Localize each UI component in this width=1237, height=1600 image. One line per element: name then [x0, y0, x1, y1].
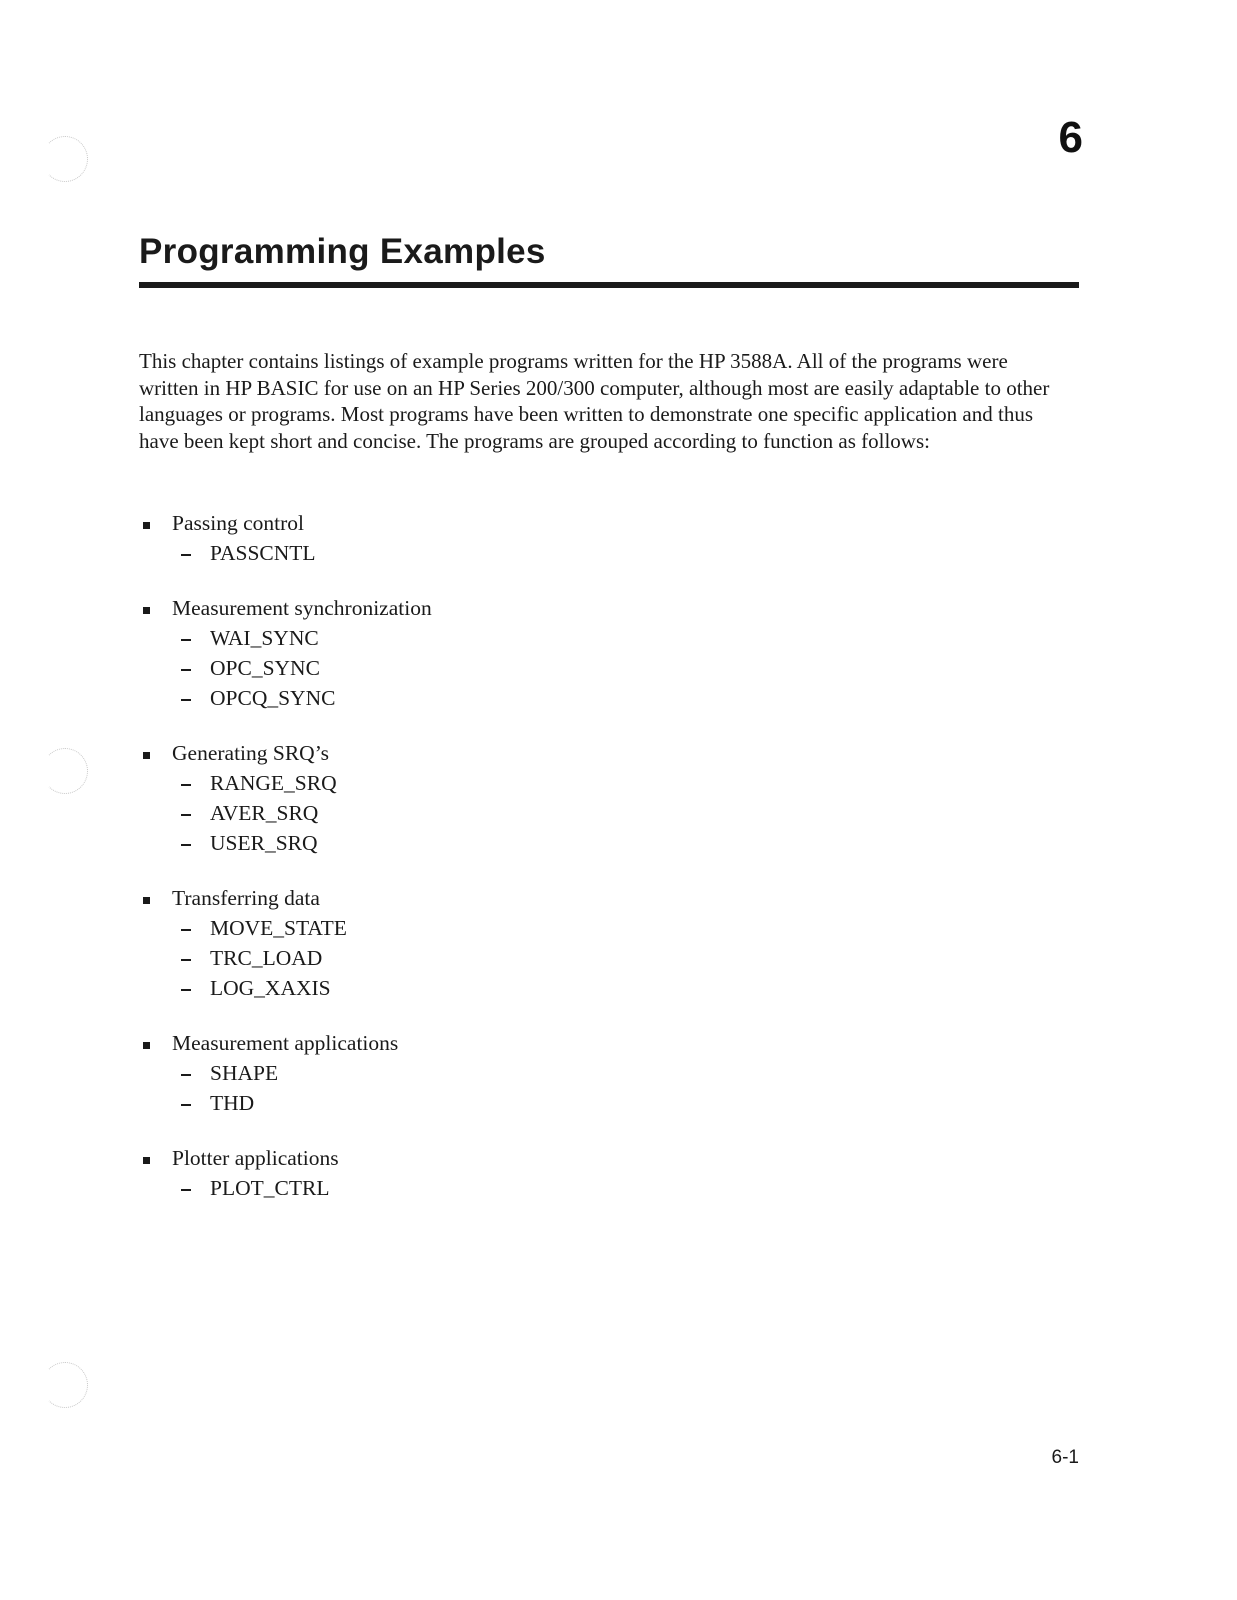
- square-bullet-icon: [143, 752, 150, 759]
- program-name: USER_SRQ: [210, 830, 318, 855]
- square-bullet-icon: [143, 1042, 150, 1049]
- dash-icon: [181, 929, 191, 931]
- group-measurement-synchronization: [143, 593, 843, 713]
- dash-icon: [181, 1104, 191, 1106]
- group-generating-srqs: [143, 738, 843, 858]
- group-passing-control: [143, 508, 843, 568]
- square-bullet-icon: [143, 1157, 150, 1164]
- program-name: LOG_XAXIS: [210, 975, 331, 1000]
- group-plotter-applications: [143, 1143, 843, 1203]
- page-number: 6-1: [1051, 1447, 1079, 1468]
- binder-hole-middle: [42, 748, 88, 794]
- group-transferring-data: [143, 883, 843, 1003]
- dash-icon: [181, 1189, 191, 1191]
- dash-icon: [181, 669, 191, 671]
- program-name: TRC_LOAD: [210, 945, 323, 970]
- square-bullet-icon: [143, 607, 150, 614]
- program-item: [181, 943, 843, 973]
- program-name: WAI_SYNC: [210, 625, 319, 650]
- title-rule: [139, 282, 1079, 288]
- program-item: [181, 683, 843, 713]
- program-item: [181, 1058, 843, 1088]
- program-item: [181, 973, 843, 1003]
- dash-icon: [181, 844, 191, 846]
- program-name: MOVE_STATE: [210, 915, 347, 940]
- group-measurement-applications: [143, 1028, 843, 1118]
- group-heading: [143, 738, 843, 768]
- program-name: RANGE_SRQ: [210, 770, 337, 795]
- dash-icon: [181, 959, 191, 961]
- dash-icon: [181, 989, 191, 991]
- dash-icon: [181, 554, 191, 556]
- dash-icon: [181, 784, 191, 786]
- program-item: [181, 768, 843, 798]
- group-label: Generating SRQ’s: [172, 740, 330, 765]
- group-label: Plotter applications: [172, 1145, 339, 1170]
- program-list: [143, 1058, 843, 1118]
- binder-hole-bottom: [42, 1362, 88, 1408]
- group-heading: [143, 593, 843, 623]
- dash-icon: [181, 814, 191, 816]
- program-list: [143, 623, 843, 713]
- program-name: OPCQ_SYNC: [210, 685, 336, 710]
- program-name: THD: [210, 1090, 255, 1115]
- dash-icon: [181, 639, 191, 641]
- program-name: OPC_SYNC: [210, 655, 320, 680]
- program-item: [181, 653, 843, 683]
- group-heading: [143, 883, 843, 913]
- program-name: AVER_SRQ: [210, 800, 319, 825]
- group-heading: [143, 508, 843, 538]
- program-item: [181, 828, 843, 858]
- program-item: [181, 798, 843, 828]
- program-group-list: [143, 508, 843, 1228]
- program-item: [181, 623, 843, 653]
- program-list: [143, 768, 843, 858]
- program-list: [143, 913, 843, 1003]
- group-label: Transferring data: [172, 885, 320, 910]
- program-name: SHAPE: [210, 1060, 279, 1085]
- program-list: [143, 1173, 843, 1203]
- square-bullet-icon: [143, 897, 150, 904]
- program-name: PLOT_CTRL: [210, 1175, 330, 1200]
- program-item: [181, 913, 843, 943]
- chapter-title: Programming Examples: [139, 232, 546, 271]
- square-bullet-icon: [143, 522, 150, 529]
- group-heading: [143, 1028, 843, 1058]
- group-label: Measurement synchronization: [172, 595, 432, 620]
- group-heading: [143, 1143, 843, 1173]
- dash-icon: [181, 699, 191, 701]
- program-name: PASSCNTL: [210, 540, 316, 565]
- chapter-number: 6: [1058, 113, 1083, 162]
- program-item: [181, 1173, 843, 1203]
- intro-paragraph: This chapter contains listings of example programs written for the HP 3588A. All of the programs were written in HP BASIC for use on an HP Series 200/300 computer, although most are easily adaptable to other languages or programs. Most programs have been written to demonstrate one specific application and thus have been kept short and concise. The programs are grouped according to function as follows:: [139, 349, 1050, 453]
- binder-hole-top: [42, 136, 88, 182]
- program-list: [143, 538, 843, 568]
- dash-icon: [181, 1074, 191, 1076]
- group-label: Measurement applications: [172, 1030, 399, 1055]
- group-label: Passing control: [172, 510, 304, 535]
- program-item: [181, 1088, 843, 1118]
- program-item: [181, 538, 843, 568]
